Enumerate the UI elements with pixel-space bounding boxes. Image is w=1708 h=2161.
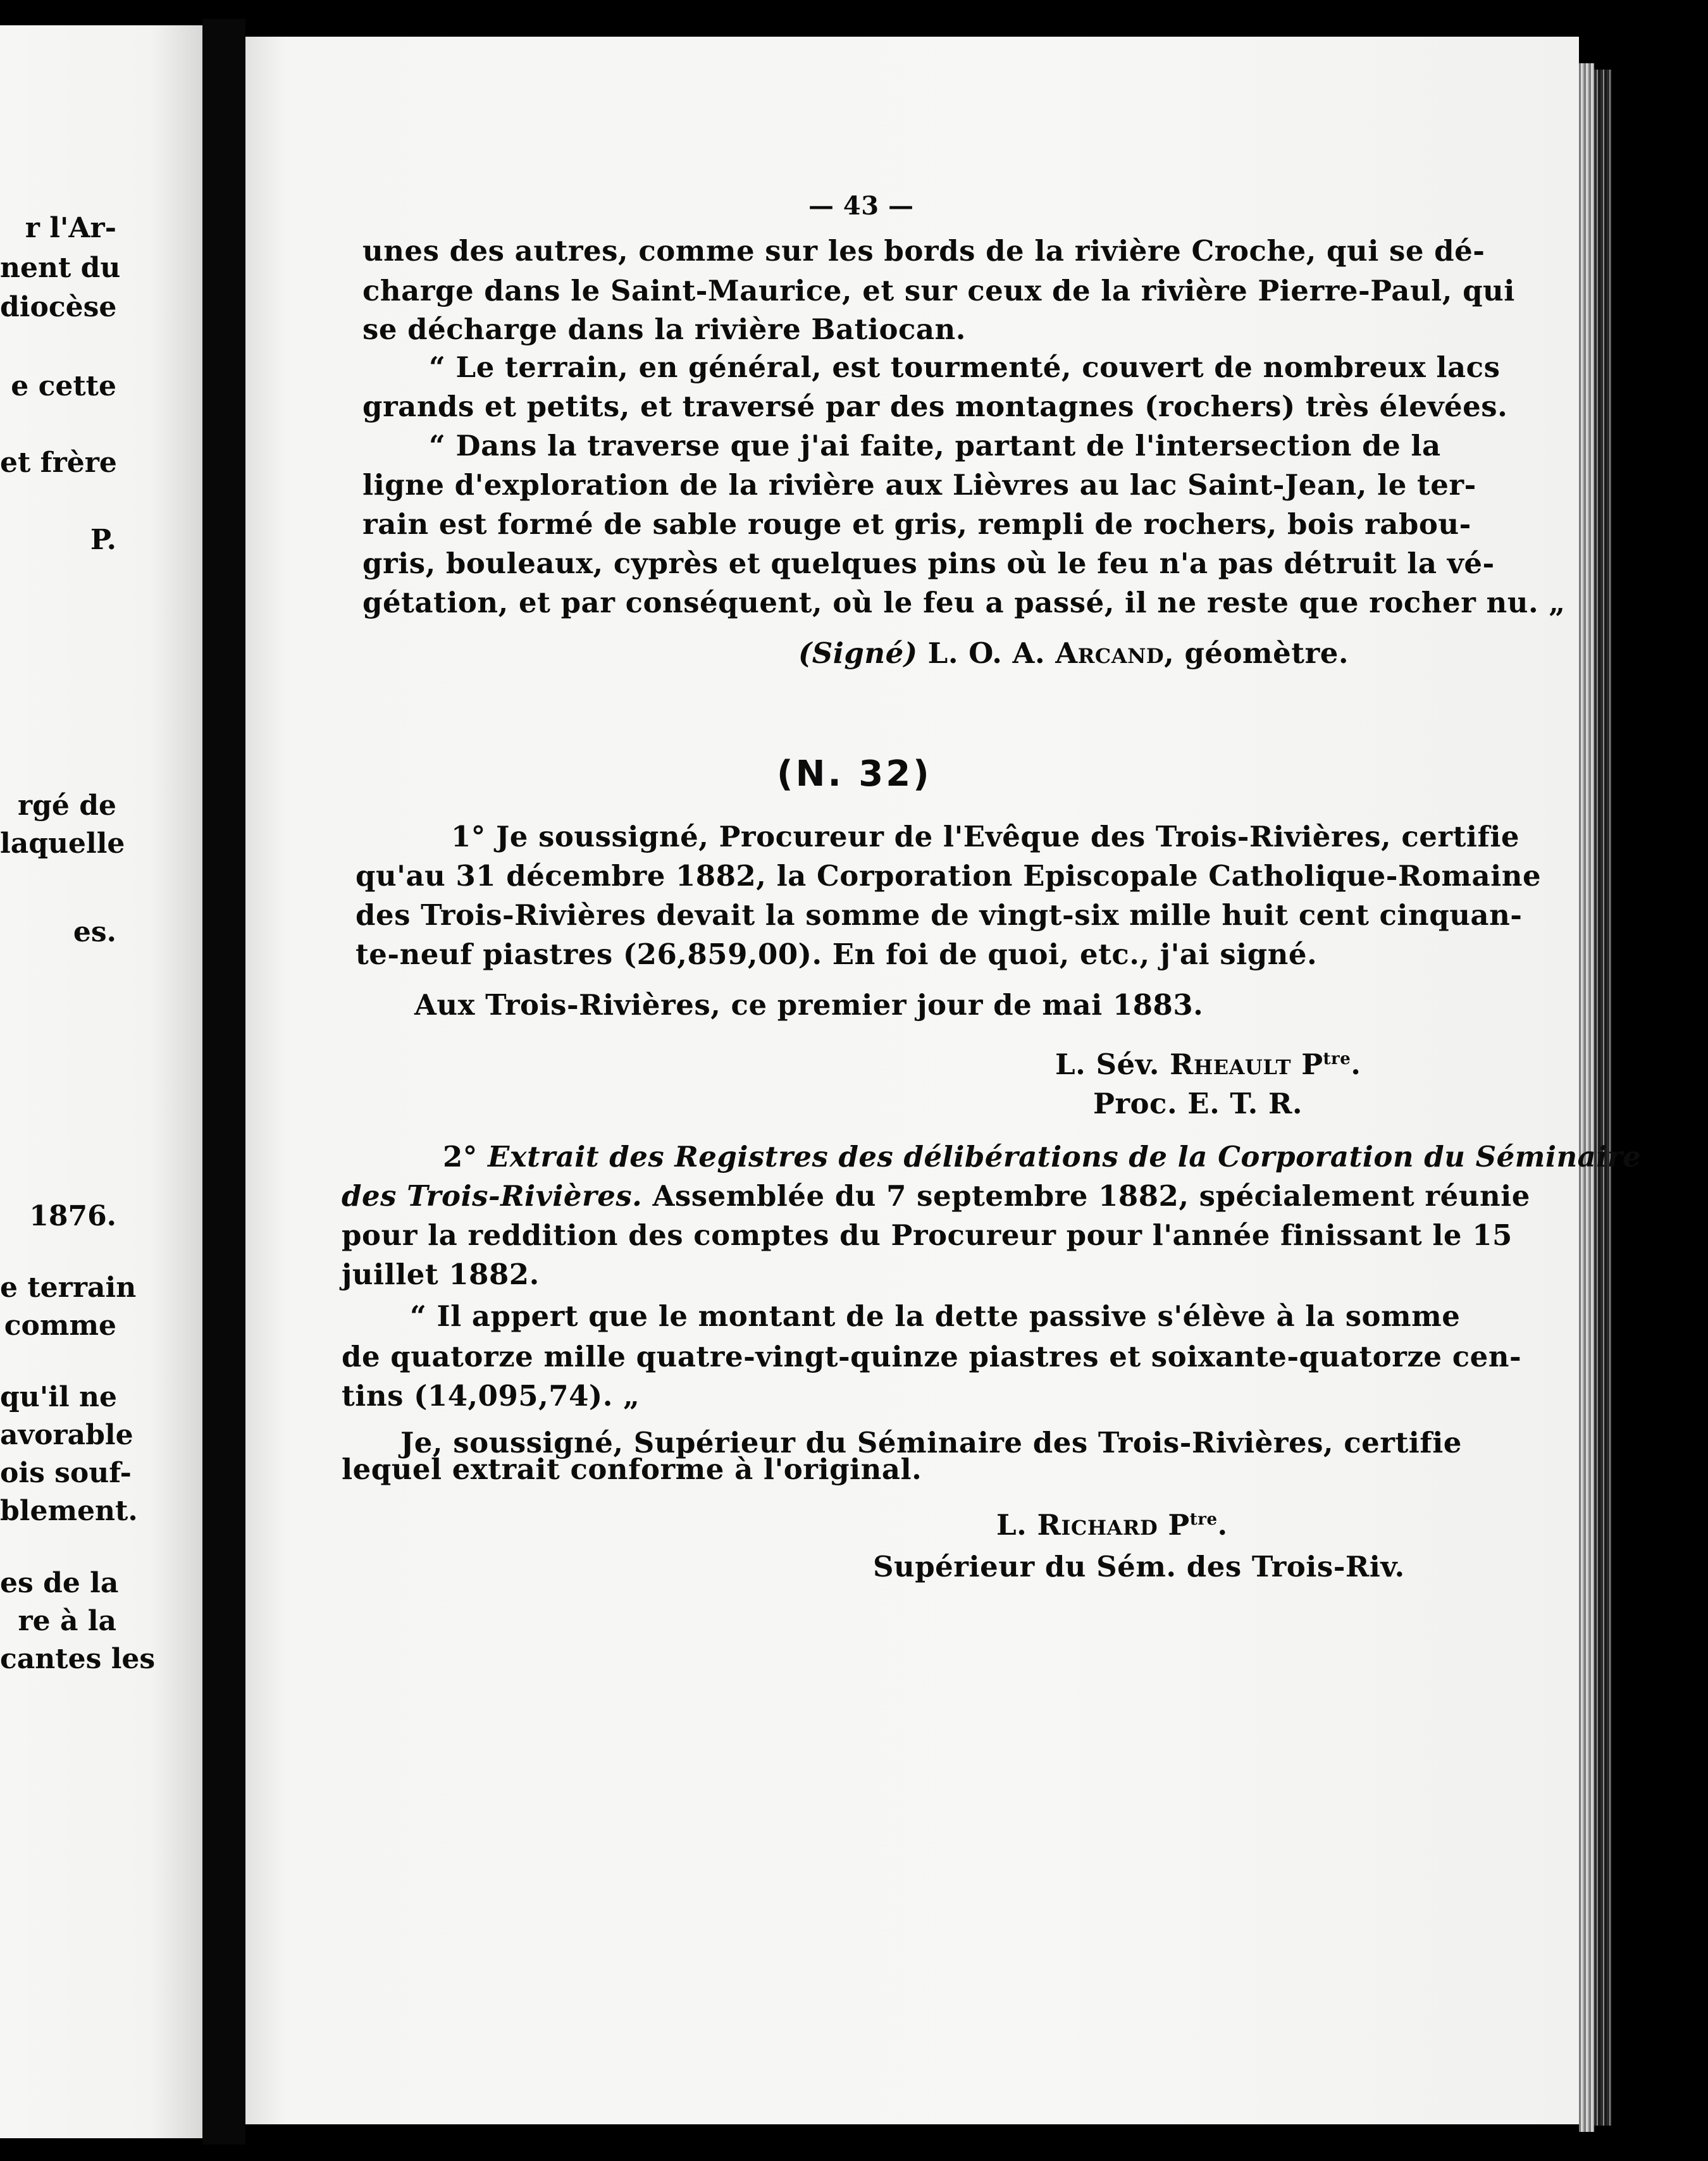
dateline: Aux Trois-Rivières, ce premier jour de mai 1883. bbox=[414, 988, 1204, 1022]
signatory-office: Proc. E. T. R. bbox=[1093, 1087, 1303, 1120]
margin-fragment: et frère bbox=[0, 447, 117, 479]
page-edges bbox=[1579, 63, 1594, 2132]
text-line bbox=[443, 1140, 1642, 1173]
margin-fragment: P. bbox=[90, 524, 116, 556]
signatory-initials: L. bbox=[996, 1508, 1037, 1542]
margin-fragment: laquelle bbox=[0, 827, 125, 860]
text-line: se décharge dans la rivière Batiocan. bbox=[362, 313, 966, 346]
signatory-surname: Rheault bbox=[1170, 1048, 1292, 1081]
text-line: “ Il appert que le montant de la dette passive s'élève à la somme bbox=[410, 1299, 1461, 1333]
margin-fragment: r l'Ar- bbox=[25, 212, 116, 244]
signatory-title-sup: tre bbox=[1189, 1510, 1218, 1529]
margin-fragment: diocèse bbox=[0, 291, 117, 323]
signatory-role: , géomètre. bbox=[1164, 636, 1349, 670]
margin-fragment: es. bbox=[73, 916, 116, 948]
signatory-title: P bbox=[1291, 1048, 1323, 1081]
extract-body: Assemblée du 7 septembre 1882, spécialement réunie bbox=[642, 1179, 1530, 1213]
signatory-title: P bbox=[1158, 1508, 1190, 1542]
signed-label: (Signé) bbox=[798, 636, 918, 670]
text-line: te-neuf piastres (26,859,00). En foi de quoi, etc., j'ai signé. bbox=[356, 938, 1318, 971]
margin-fragment: e cette bbox=[11, 370, 116, 402]
extract-title-end: des Trois-Rivières. bbox=[342, 1179, 643, 1213]
margin-fragment: rgé de bbox=[17, 789, 116, 822]
margin-fragment: avorable bbox=[0, 1419, 133, 1451]
margin-fragment: cantes les bbox=[0, 1643, 156, 1675]
text-line: 1° Je soussigné, Procureur de l'Evêque des Trois-Rivières, certifie bbox=[451, 820, 1520, 853]
page bbox=[245, 37, 1579, 2124]
text-line bbox=[342, 1179, 1530, 1213]
signatory-title-sup: tre bbox=[1323, 1050, 1351, 1068]
text-line: tins (14,095,74). „ bbox=[342, 1379, 640, 1413]
signatory-end: . bbox=[1351, 1048, 1361, 1081]
text-line: des Trois-Rivières devait la somme de vingt-six mille huit cent cinquan- bbox=[356, 898, 1523, 932]
text-line: charge dans le Saint-Maurice, et sur ceux de la rivière Pierre-Paul, qui bbox=[362, 274, 1515, 307]
section-heading: (N. 32) bbox=[777, 753, 932, 795]
signature-arcand bbox=[798, 636, 1349, 670]
margin-fragment: qu'il ne bbox=[0, 1381, 117, 1413]
text-line: “ Le terrain, en général, est tourmenté, couvert de nombreux lacs bbox=[429, 350, 1501, 384]
extract-title: Extrait des Registres des délibérations de la Corporation du Séminaire bbox=[487, 1140, 1642, 1173]
text-line: pour la reddition des comptes du Procureur pour l'année finissant le 15 bbox=[342, 1218, 1513, 1252]
signatory-initials: L. O. A. bbox=[927, 636, 1056, 670]
previous-page-margin bbox=[0, 25, 202, 2138]
text-line: rain est formé de sable rouge et gris, rempli de rochers, bois rabou- bbox=[362, 507, 1471, 541]
text-line: grands et petits, et traversé par des montagnes (rochers) très élevées. bbox=[362, 390, 1508, 423]
signature-richard bbox=[996, 1508, 1228, 1542]
signatory-surname: Arcand bbox=[1055, 636, 1165, 670]
signatory-surname: Richard bbox=[1037, 1508, 1158, 1542]
margin-fragment: blement. bbox=[0, 1495, 138, 1527]
margin-fragment: nent du bbox=[0, 252, 121, 284]
text-line: lequel extrait conforme à l'original. bbox=[342, 1452, 922, 1486]
margin-fragment: 1876. bbox=[29, 1200, 116, 1232]
text-line: unes des autres, comme sur les bords de la rivière Croche, qui se dé- bbox=[362, 234, 1485, 268]
book-gutter bbox=[202, 19, 245, 2145]
item-number: 2° bbox=[443, 1140, 478, 1173]
text-line: gétation, et par conséquent, où le feu a passé, il ne reste que rocher nu. „ bbox=[362, 586, 1566, 619]
text-line: juillet 1882. bbox=[342, 1258, 540, 1291]
text-line: gris, bouleaux, cyprès et quelques pins où le feu n'a pas détruit la vé- bbox=[362, 547, 1495, 580]
signature-rheault bbox=[1055, 1050, 1361, 1079]
margin-fragment: ois souf- bbox=[0, 1457, 132, 1489]
margin-fragment: comme bbox=[4, 1310, 116, 1342]
text-line: “ Dans la traverse que j'ai faite, partant de l'intersection de la bbox=[429, 429, 1441, 462]
margin-fragment: es de la bbox=[0, 1567, 119, 1599]
text-line: qu'au 31 décembre 1882, la Corporation Episcopale Catholique-Romaine bbox=[356, 859, 1542, 893]
margin-fragment: re à la bbox=[18, 1605, 116, 1637]
signatory-office: Supérieur du Sém. des Trois-Riv. bbox=[873, 1550, 1405, 1583]
margin-fragment: e terrain bbox=[0, 1272, 137, 1304]
signatory-initials: L. Sév. bbox=[1055, 1048, 1170, 1081]
page-edges-dark bbox=[1594, 70, 1612, 2126]
text-line: ligne d'exploration de la rivière aux Lièvres au lac Saint-Jean, le ter- bbox=[362, 468, 1476, 502]
text-line: de quatorze mille quatre-vingt-quinze piastres et soixante-quatorze cen- bbox=[342, 1340, 1522, 1373]
text-line: Je, soussigné, Supérieur du Séminaire des Trois-Rivières, certifie bbox=[400, 1426, 1462, 1459]
page-number: — 43 — bbox=[808, 191, 914, 221]
signatory-end: . bbox=[1217, 1508, 1228, 1542]
